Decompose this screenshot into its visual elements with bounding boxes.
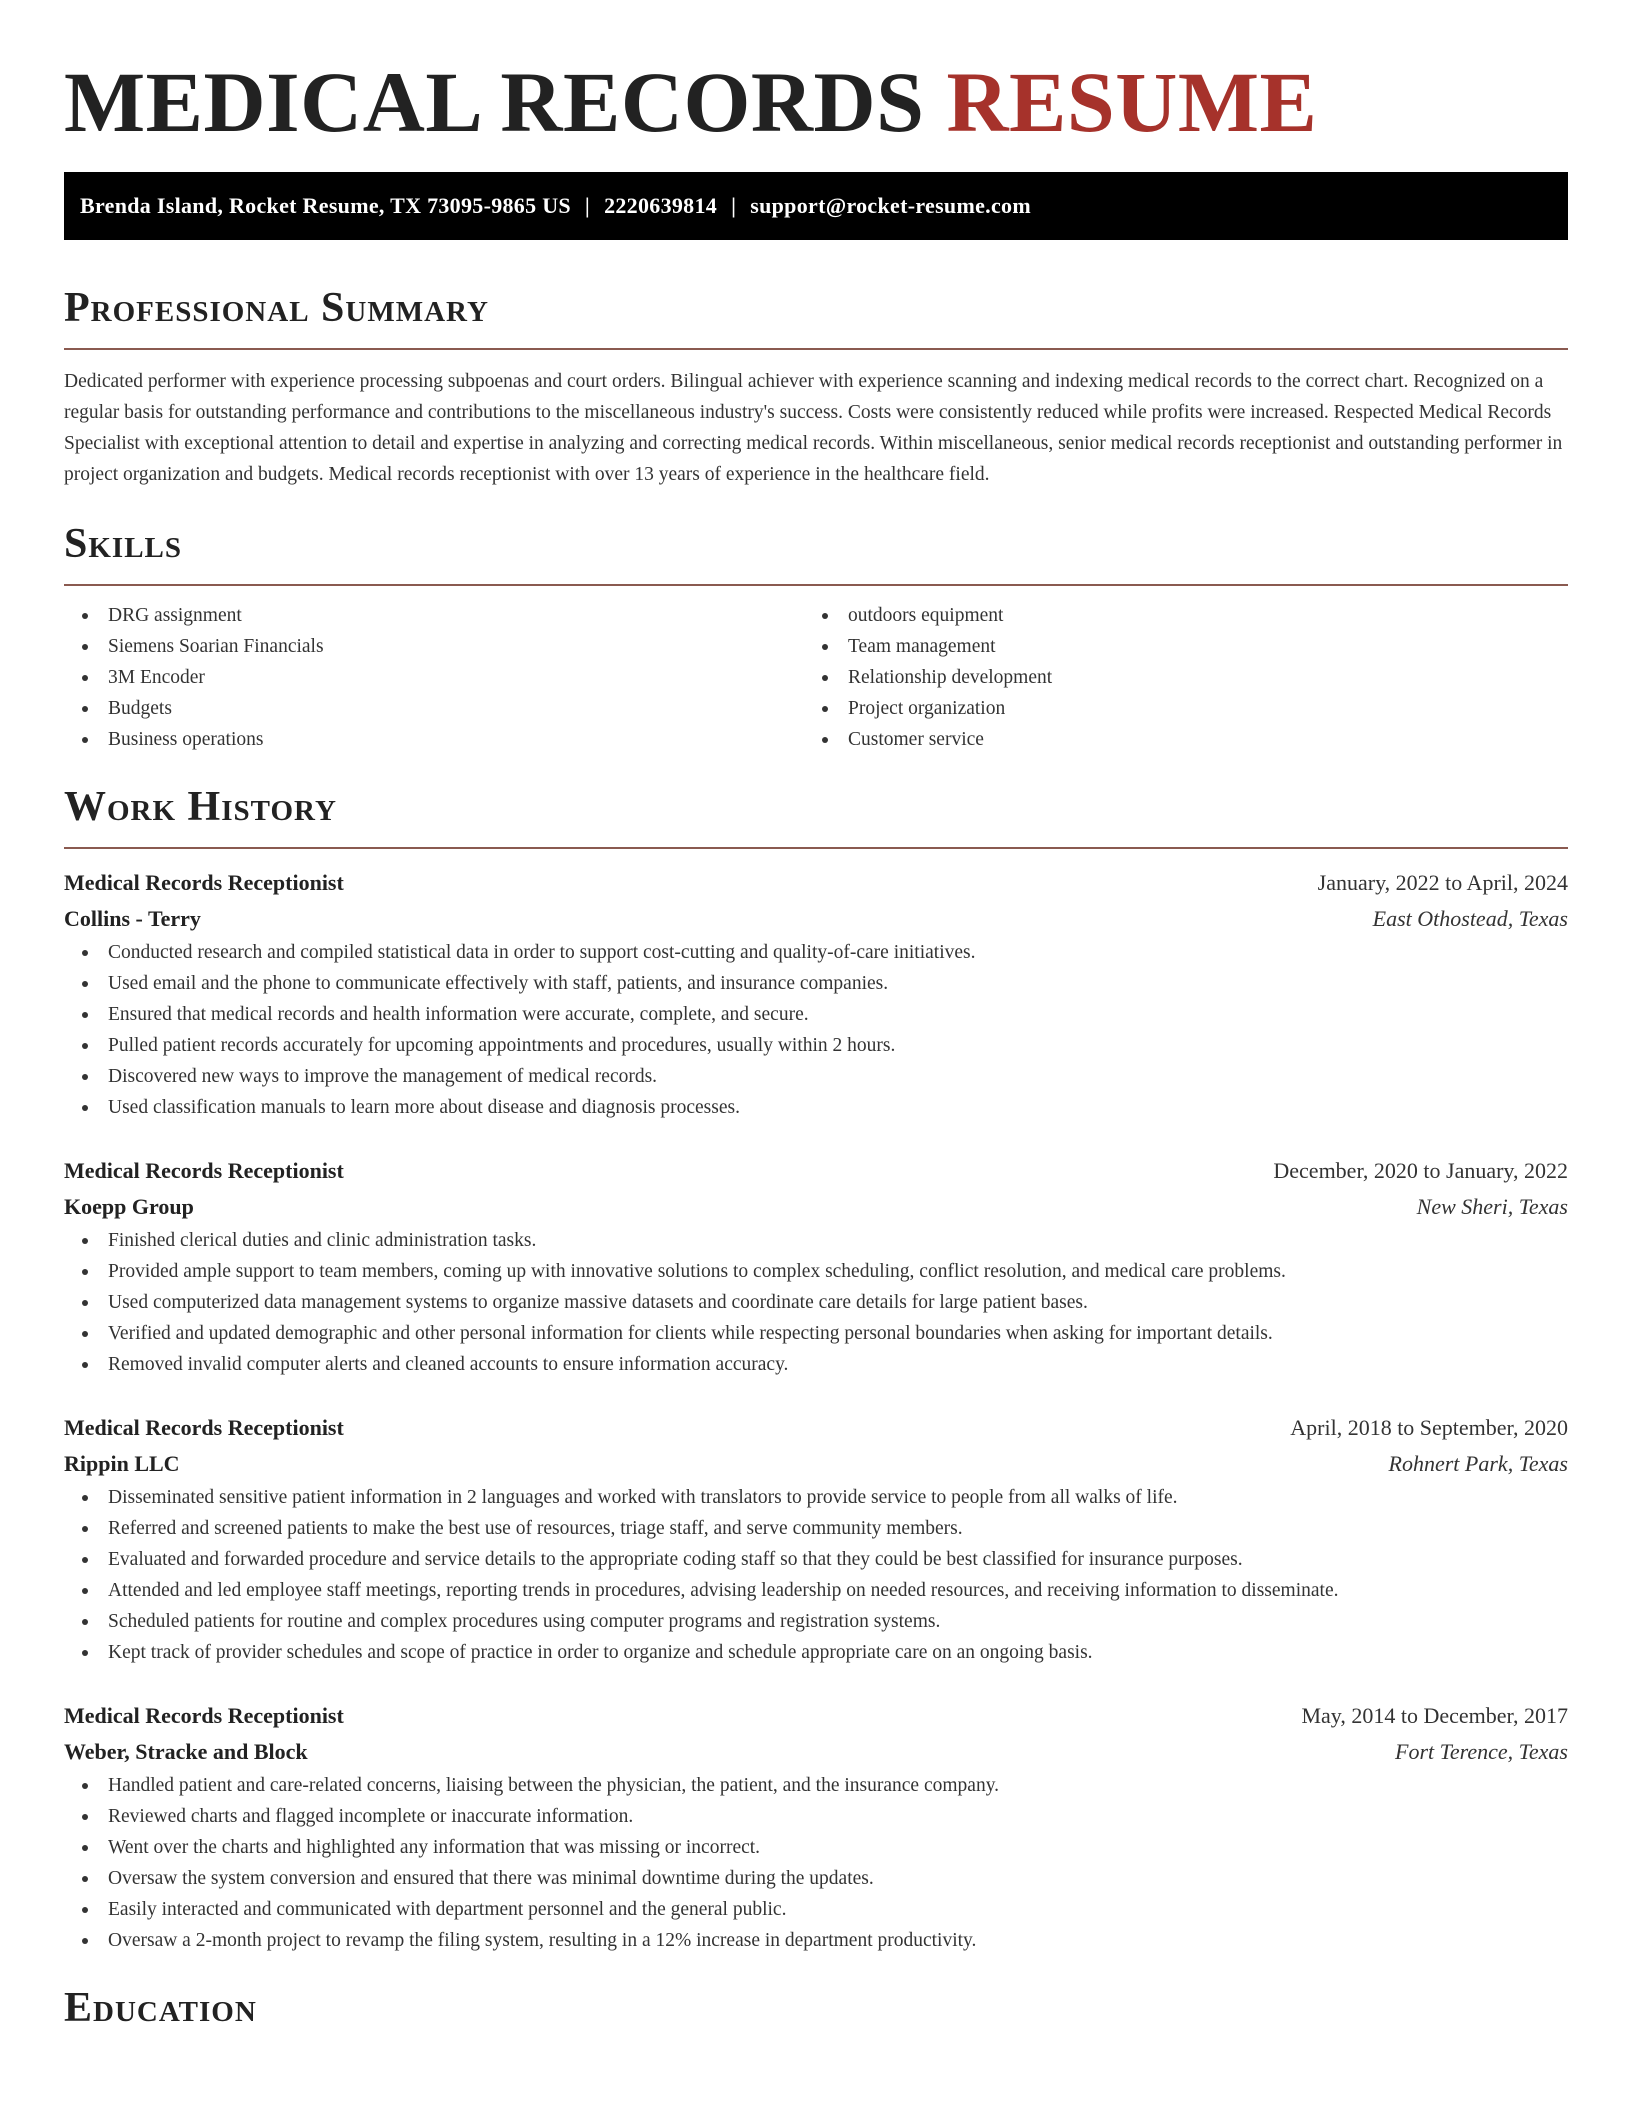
job-duty: Verified and updated demographic and other personal information for clients while respecting personal boundaries when asking for important details. <box>64 1318 1568 1349</box>
skill-item: Customer service <box>804 724 1544 755</box>
job-header-row <box>64 865 1568 901</box>
skills-right-column <box>804 600 1544 755</box>
contact-bar <box>64 172 1568 240</box>
job-duty: Discovered new ways to improve the management of medical records. <box>64 1061 1568 1092</box>
job-duty: Used computerized data management systems to organize massive datasets and coordinate care details for large patient bases. <box>64 1287 1568 1318</box>
skill-item: Project organization <box>804 693 1544 724</box>
job-dates: January, 2022 to April, 2024 <box>1317 870 1568 895</box>
resume-page <box>64 0 1568 2034</box>
contact-separator: | <box>731 193 737 218</box>
job-entry <box>64 1410 1568 1668</box>
job-entry <box>64 1153 1568 1380</box>
job-title: Medical Records Receptionist <box>64 870 344 895</box>
job-title: Medical Records Receptionist <box>64 1703 344 1728</box>
skills-left-column <box>64 600 804 755</box>
job-duty: Easily interacted and communicated with department personnel and the general public. <box>64 1894 1568 1925</box>
job-duty: Disseminated sensitive patient information in 2 languages and worked with translators to provide service to people from all walks of life. <box>64 1482 1568 1513</box>
job-duty: Provided ample support to team members, coming up with innovative solutions to complex scheduling, conflict resolution, and medical care problems. <box>64 1256 1568 1287</box>
job-duties <box>64 1482 1568 1668</box>
title-main: MEDICAL RECORDS <box>64 54 925 150</box>
job-title: Medical Records Receptionist <box>64 1158 344 1183</box>
skill-item: Team management <box>804 631 1544 662</box>
job-location: East Othostead, Texas <box>1372 906 1568 931</box>
contact-address: Brenda Island, Rocket Resume, TX 73095-9865 US <box>80 193 571 218</box>
education-section <box>64 1982 1568 2034</box>
job-duties <box>64 937 1568 1123</box>
job-duty: Went over the charts and highlighted any information that was missing or incorrect. <box>64 1832 1568 1863</box>
job-title: Medical Records Receptionist <box>64 1415 344 1440</box>
job-duties <box>64 1225 1568 1380</box>
job-entry <box>64 1698 1568 1956</box>
job-duty: Removed invalid computer alerts and cleaned accounts to ensure information accuracy. <box>64 1349 1568 1380</box>
job-duty: Evaluated and forwarded procedure and service details to the appropriate coding staff so that they could be best classified for insurance purposes. <box>64 1544 1568 1575</box>
contact-email: support@rocket-resume.com <box>750 193 1031 218</box>
job-duty: Used classification manuals to learn more about disease and diagnosis processes. <box>64 1092 1568 1123</box>
job-duties <box>64 1770 1568 1956</box>
title-accent: RESUME <box>946 54 1318 150</box>
job-company: Weber, Stracke and Block <box>64 1739 308 1764</box>
job-duty: Kept track of provider schedules and scope of practice in order to organize and schedule appropriate care on an ongoing basis. <box>64 1637 1568 1668</box>
section-divider <box>64 348 1568 350</box>
contact-separator: | <box>584 193 591 218</box>
job-duty: Referred and screened patients to make the best use of resources, triage staff, and serve community members. <box>64 1513 1568 1544</box>
work-history-section <box>64 781 1568 1956</box>
job-dates: April, 2018 to September, 2020 <box>1290 1415 1568 1440</box>
job-location: New Sheri, Texas <box>1416 1194 1568 1219</box>
job-company-row <box>64 1734 1568 1770</box>
job-company: Collins - Terry <box>64 906 201 931</box>
job-header-row <box>64 1698 1568 1734</box>
skill-item: outdoors equipment <box>804 600 1544 631</box>
job-duty: Scheduled patients for routine and complex procedures using computer programs and registration systems. <box>64 1606 1568 1637</box>
job-duty: Reviewed charts and flagged incomplete or inaccurate information. <box>64 1801 1568 1832</box>
job-duty: Attended and led employee staff meetings, reporting trends in procedures, advising leadership on needed resources, and receiving information to disseminate. <box>64 1575 1568 1606</box>
skill-item: DRG assignment <box>64 600 804 631</box>
job-header-row <box>64 1410 1568 1446</box>
job-entry <box>64 865 1568 1123</box>
work-history-heading: Work History <box>64 784 337 830</box>
summary-heading: Professional Summary <box>64 285 489 331</box>
resume-title <box>64 0 1568 152</box>
job-company: Koepp Group <box>64 1194 194 1219</box>
summary-text: Dedicated performer with experience processing subpoenas and court orders. Bilingual achiever with experience scanning and indexing medical records to the correct chart. Recognized on a regular basis for outstanding performance and contributions to the miscellaneous industry's success. Costs were consistently reduced while profits were increased. Respected Medical Records Specialist with exceptional attention to detail and expertise in analyzing and correcting medical records. Within miscellaneous, senior medical records receptionist and outstanding performer in project organization and budgets. Medical records receptionist with over 13 years of experience in the healthcare field. <box>64 371 1563 485</box>
skills-heading: Skills <box>64 521 183 567</box>
section-divider <box>64 847 1568 849</box>
skill-item: Siemens Soarian Financials <box>64 631 804 662</box>
section-divider <box>64 584 1568 586</box>
job-duty: Pulled patient records accurately for upcoming appointments and procedures, usually within 2 hours. <box>64 1030 1568 1061</box>
professional-summary-section <box>64 282 1568 490</box>
skills-section <box>64 518 1568 755</box>
skills-columns <box>64 600 1568 755</box>
job-duty: Ensured that medical records and health information were accurate, complete, and secure. <box>64 999 1568 1030</box>
skill-item: Relationship development <box>804 662 1544 693</box>
job-company: Rippin LLC <box>64 1451 180 1476</box>
job-header-row <box>64 1153 1568 1189</box>
job-duty: Conducted research and compiled statistical data in order to support cost-cutting and quality-of-care initiatives. <box>64 937 1568 968</box>
job-location: Rohnert Park, Texas <box>1388 1451 1568 1476</box>
job-duty: Handled patient and care-related concerns, liaising between the physician, the patient, and the insurance company. <box>64 1770 1568 1801</box>
skill-item: 3M Encoder <box>64 662 804 693</box>
education-heading: Education <box>64 1985 257 2031</box>
skill-item: Budgets <box>64 693 804 724</box>
job-duty: Used email and the phone to communicate effectively with staff, patients, and insurance companies. <box>64 968 1568 999</box>
job-location: Fort Terence, Texas <box>1395 1739 1568 1764</box>
job-company-row <box>64 1189 1568 1225</box>
job-dates: December, 2020 to January, 2022 <box>1273 1158 1568 1183</box>
job-company-row <box>64 901 1568 937</box>
skill-item: Business operations <box>64 724 804 755</box>
job-company-row <box>64 1446 1568 1482</box>
job-duty: Finished clerical duties and clinic administration tasks. <box>64 1225 1568 1256</box>
contact-phone: 2220639814 <box>604 193 718 218</box>
job-duty: Oversaw the system conversion and ensured that there was minimal downtime during the updates. <box>64 1863 1568 1894</box>
job-dates: May, 2014 to December, 2017 <box>1301 1703 1568 1728</box>
job-duty: Oversaw a 2-month project to revamp the filing system, resulting in a 12% increase in department productivity. <box>64 1925 1568 1956</box>
